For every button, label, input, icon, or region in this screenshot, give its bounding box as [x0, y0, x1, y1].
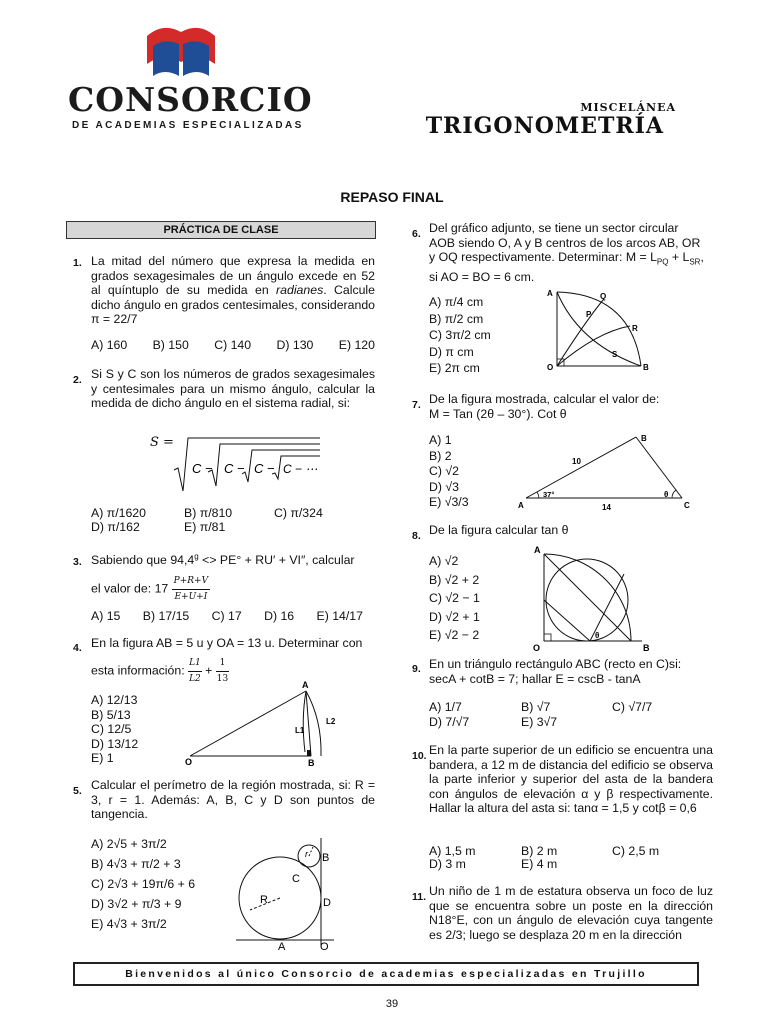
- page-number: 39: [385, 998, 399, 1010]
- page-title: REPASO FINAL: [340, 189, 444, 205]
- svg-text:O: O: [533, 643, 541, 653]
- svg-text:B: B: [308, 758, 315, 768]
- q2-option-a[interactable]: A) π/1620: [91, 506, 146, 520]
- svg-text:A: A: [518, 501, 524, 510]
- q5-number: 5.: [73, 785, 82, 797]
- q9-option-b[interactable]: B) √7: [521, 700, 551, 714]
- q8-option-a[interactable]: A) √2: [429, 554, 459, 568]
- svg-text:37°: 37°: [543, 490, 555, 499]
- svg-text:A: A: [547, 289, 553, 298]
- q9-number: 9.: [412, 663, 421, 675]
- svg-text:R: R: [632, 324, 638, 333]
- svg-text:O: O: [185, 757, 193, 767]
- q4-option-e[interactable]: E) 1: [91, 751, 114, 765]
- q7-option-b[interactable]: B) 2: [429, 448, 452, 463]
- svg-text:O: O: [547, 363, 554, 372]
- q2-option-d[interactable]: D) π/162: [91, 520, 140, 534]
- svg-text:B: B: [641, 434, 647, 443]
- svg-text:A: A: [278, 941, 286, 953]
- q3-option-c[interactable]: C) 17: [211, 609, 242, 623]
- q11-text: Un niño de 1 m de estatura observa un foco de luz que se encuentra sobre un poste en la dirección N18°E, con un ángulo de elevación cuya tangente es 2/3; luego se desplaza 20 m en la dirección: [429, 884, 713, 942]
- q8-figure: [528, 544, 656, 654]
- svg-text:S: S: [612, 350, 618, 359]
- svg-text:10: 10: [572, 457, 581, 466]
- q6-option-d[interactable]: D) π cm: [429, 344, 474, 359]
- q1-option-e[interactable]: E) 120: [338, 338, 375, 352]
- q4-option-b[interactable]: B) 5/13: [91, 707, 131, 722]
- section-label: MISCELÁNEA: [580, 101, 676, 114]
- q7-option-e[interactable]: E) √3/3: [429, 495, 469, 509]
- q1-option-d[interactable]: D) 130: [276, 338, 314, 352]
- svg-text:O: O: [320, 941, 329, 953]
- q6-figure: [543, 286, 655, 374]
- footer-banner: Bienvenidos al único Consorcio de academias especializadas en Trujillo: [73, 962, 699, 986]
- q9-text: En un triángulo rectángulo ABC (recto en C)si: secA + cotB = 7; hallar E = cscB - tanA: [429, 657, 682, 686]
- q3-text: Sabiendo que 94,4$^g$ <> PE° + RU′ + VI″, calcular: [91, 552, 355, 568]
- q4-figure: [180, 680, 340, 768]
- svg-text:C −: C −: [192, 461, 213, 476]
- q9-option-e[interactable]: E) 3√7: [521, 715, 558, 729]
- svg-text:C −: C −: [224, 461, 245, 476]
- q4-text: En la figura AB = 5 u y OA = 13 u. Determinar con: [91, 636, 363, 650]
- q2-option-e[interactable]: E) π/81: [184, 520, 226, 534]
- q1-options: [91, 338, 375, 353]
- q4-option-d[interactable]: D) 13/12: [91, 736, 139, 751]
- q10-option-c[interactable]: C) 2,5 m: [612, 844, 660, 858]
- svg-text:r: r: [305, 849, 308, 859]
- svg-text:L2: L2: [326, 717, 336, 726]
- q2-option-c[interactable]: C) π/324: [274, 506, 323, 520]
- q4-number: 4.: [73, 642, 82, 654]
- svg-text:C − ⋯: C − ⋯: [283, 462, 318, 476]
- q7-text: De la figura mostrada, calcular el valor de: M = Tan (2θ – 30°). Cot θ: [429, 392, 660, 421]
- svg-text:C −: C −: [254, 461, 275, 476]
- q2-text: Si S y C son los números de grados sexagesimales y centesimales para un mismo ángulo, calcular la medida de dicho ángulo en el sistema radial, si:: [91, 367, 375, 411]
- q1-number: 1.: [73, 257, 82, 269]
- q3-option-a[interactable]: A) 15: [91, 609, 121, 623]
- q10-text: En la parte superior de un edificio se encuentra una bandera, a 12 m de distancia del edificio se observa la parte inferior y superior del asta de la bandera con ángulos de elevación α y β respectivamente. Hallar la altura del asta si: tanα = 1,5 y cotβ = 0,6: [429, 743, 713, 816]
- q7-option-d[interactable]: D) √3: [429, 479, 459, 494]
- q3-option-e[interactable]: E) 14/17: [316, 609, 363, 623]
- q8-text: De la figura calcular tan θ: [429, 523, 569, 537]
- q6-option-c[interactable]: C) 3π/2 cm: [429, 328, 491, 342]
- q7-option-a[interactable]: A) 1: [429, 433, 452, 447]
- q6-option-b[interactable]: B) π/2 cm: [429, 311, 484, 326]
- q8-option-d[interactable]: D) √2 + 1: [429, 609, 480, 624]
- q5-text: Calcular el perímetro de la región mostrada, si: R = 3, r = 1. Además: A, B, C y D son puntos de tangencia.: [91, 778, 375, 822]
- q3-expression: el valor de: 17 $\frac{P+R+V}{E+U+I}$: [91, 576, 209, 602]
- subject-title: TRIGONOMETRÍA: [425, 113, 664, 139]
- q3-option-b[interactable]: B) 17/15: [142, 609, 190, 623]
- q4-option-c[interactable]: C) 12/5: [91, 722, 132, 736]
- logo-book-icon: [145, 22, 217, 78]
- q5-option-e[interactable]: E) 4√3 + 3π/2: [91, 917, 167, 931]
- q3-number: 3.: [73, 556, 82, 568]
- q6-number: 6.: [412, 228, 421, 240]
- svg-text:14: 14: [602, 503, 611, 512]
- q8-options: [429, 552, 480, 645]
- q7-option-c[interactable]: C) √2: [429, 464, 459, 478]
- svg-text:L1: L1: [295, 726, 305, 735]
- svg-text:B: B: [643, 363, 649, 372]
- q4-options: [91, 693, 138, 766]
- q6-option-a[interactable]: A) π/4 cm: [429, 295, 484, 309]
- q3-options: [91, 609, 363, 624]
- svg-text:A: A: [534, 545, 541, 555]
- q9-option-d[interactable]: D) 7/√7: [429, 715, 470, 729]
- q4-expression: esta información: $\frac{L1}{L2}$ + $\frac{1}{13}$: [91, 658, 229, 684]
- q1-option-b[interactable]: B) 150: [152, 338, 189, 352]
- q5-option-c[interactable]: C) 2√3 + 19π/6 + 6: [91, 877, 196, 891]
- q9-option-a[interactable]: A) 1/7: [429, 700, 462, 714]
- svg-text:C: C: [292, 873, 300, 885]
- q10-option-d[interactable]: D) 3 m: [429, 857, 466, 871]
- q6-option-e[interactable]: E) 2π cm: [429, 361, 480, 375]
- svg-text:B: B: [322, 852, 330, 864]
- q2-formula-lhs: S =: [150, 435, 174, 450]
- q9-option-c[interactable]: C) √7/7: [612, 700, 653, 714]
- svg-text:θ: θ: [664, 490, 669, 499]
- q2-number: 2.: [73, 374, 82, 386]
- q5-option-d[interactable]: D) 3√2 + π/3 + 9: [91, 897, 182, 911]
- logo-name: CONSORCIO: [68, 80, 313, 119]
- q1-option-a[interactable]: A) 160: [91, 338, 128, 352]
- svg-text:R: R: [260, 894, 268, 906]
- q7-figure: [514, 428, 696, 514]
- practice-title: PRÁCTICA DE CLASE: [66, 221, 376, 239]
- q10-option-e[interactable]: E) 4 m: [521, 857, 558, 871]
- svg-text:C: C: [684, 501, 690, 510]
- svg-text:A: A: [302, 680, 309, 690]
- q5-option-b[interactable]: B) 4√3 + π/2 + 3: [91, 857, 181, 871]
- logo-subtitle: DE ACADEMIAS ESPECIALIZADAS: [72, 120, 304, 131]
- q10-option-a[interactable]: A) 1,5 m: [429, 844, 476, 858]
- q8-option-c[interactable]: C) √2 − 1: [429, 591, 480, 605]
- q7-number: 7.: [412, 399, 421, 411]
- svg-text:D: D: [323, 897, 331, 909]
- q3-option-d[interactable]: D) 16: [264, 609, 295, 623]
- q5-option-a[interactable]: A) 2√5 + 3π/2: [91, 837, 167, 851]
- q6-text: Del gráfico adjunto, se tiene un sector circular AOB siendo O, A y B centros de los arcos AB, OR y OQ respectivamente. Determinar: $M = L_{PQ} + L_{SR}$, si AO = BO = 6 cm.: [429, 221, 704, 285]
- q1-text: La mitad del número que expresa la medida en grados sexagesimales de un ángulo excede en 52 al quíntuplo de su medida en radianes. Calcule dicho ángulo en grados centesimales, considerando π = 22/7: [91, 254, 376, 327]
- q11-number: 11.: [412, 891, 427, 903]
- q8-number: 8.: [412, 530, 421, 542]
- q8-option-e[interactable]: E) √2 − 2: [429, 628, 480, 642]
- q7-options: [429, 433, 469, 511]
- svg-text:Q: Q: [600, 292, 607, 301]
- q2-option-b[interactable]: B) π/810: [184, 506, 233, 520]
- q6-options: [429, 294, 491, 377]
- q4-option-a[interactable]: A) 12/13: [91, 693, 138, 707]
- q5-figure: [232, 834, 342, 952]
- q2-nested-radical: [172, 436, 322, 494]
- q1-option-c[interactable]: C) 140: [214, 338, 252, 352]
- svg-text:P: P: [586, 310, 592, 319]
- q10-number: 10.: [412, 750, 427, 762]
- q10-option-b[interactable]: B) 2 m: [521, 844, 558, 858]
- svg-text:θ: θ: [595, 631, 600, 640]
- q5-options: [91, 834, 195, 934]
- q8-option-b[interactable]: B) √2 + 2: [429, 572, 480, 587]
- svg-text:B: B: [643, 643, 650, 653]
